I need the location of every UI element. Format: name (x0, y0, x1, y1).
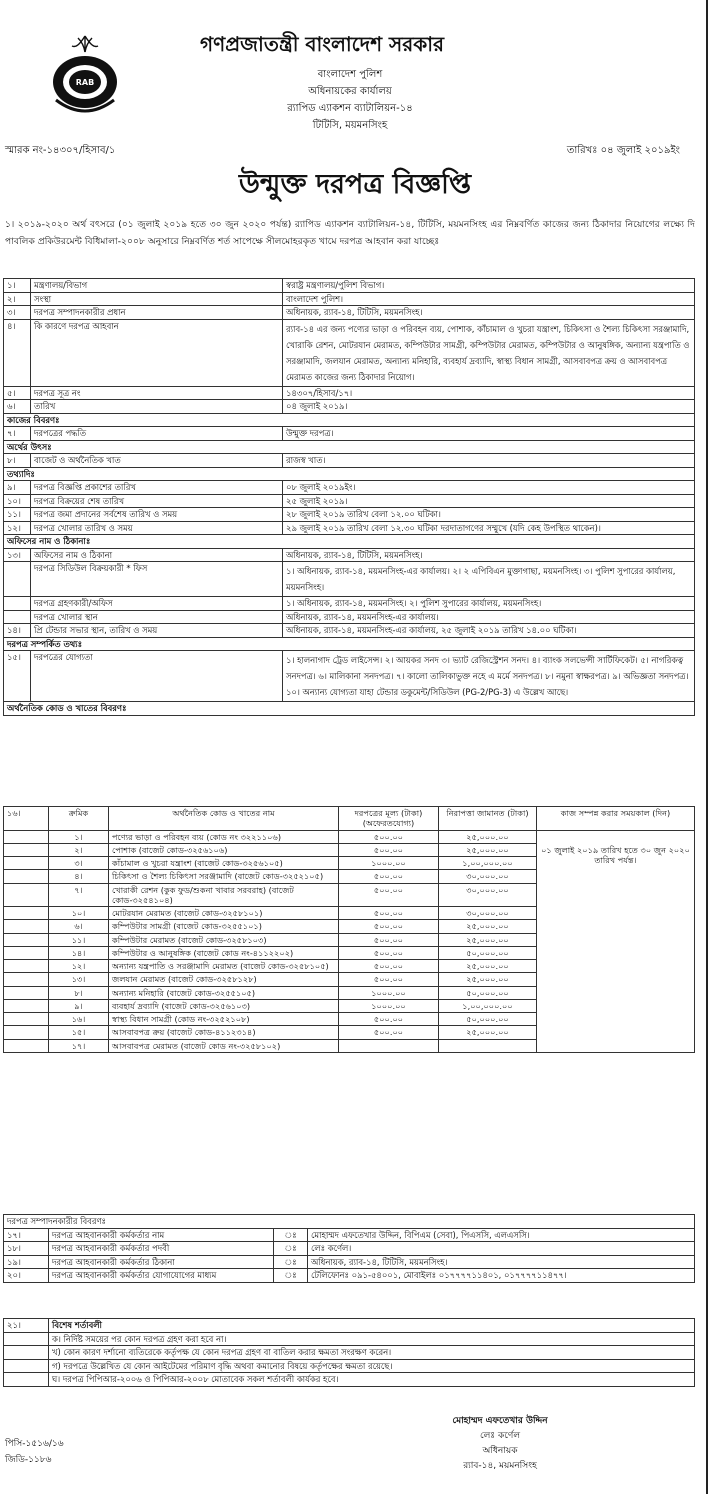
security-amount: ৩০,০০০.০০ (439, 907, 537, 920)
tender-price: ৫০০.০০ (339, 946, 439, 959)
row-value: টেলিফোনঃ ০৯১-৫৪০০১, মোবাইলঃ ০১৭৭৭৭১১৪০১, ০১৭৭৭৭১১৪৭৭। (308, 1269, 695, 1283)
codes-header-row (4, 807, 695, 831)
section-heading-row (4, 702, 695, 716)
code-name: আসবাবপত্র ক্রয় (বাজেট কোড-৪১১২৩১৪) (109, 1026, 339, 1039)
serial-number: ১৩। (49, 973, 109, 986)
memo-number: স্মারক নং-১৪৩০৭/হিসাব/১ (5, 145, 116, 156)
column-header: নিরাপত্তা জামানত (টাকা) (439, 807, 537, 831)
code-name: আসবাবপত্র মেরামত (বাজেট কোড নং-৩২৫৮১০২) (109, 1039, 339, 1052)
row-value: র‍্যাব-১৪ এর জন্য পণ্যের ভাড়া ও পরিবহন ব্যয়, পোশাক, কাঁচামাল ও খুচরা যন্ত্রাংশ, চিকিৎসা ও শৈল্য চিকিৎসা সরঞ্জামাদি, খোরাকি রেশন, মোটরযান মেরামত, কম্পিউটার সামগ্রী, কম্পিউটার মেরামত, কম্পিউটার ও আনুষঙ্গিক, অন্যান্য যন্ত্রপাতি ও সরঞ্জামাদি, জলযান মেরামত, অন্যান্য মনিহারি, ব্যবহার্য দ্রব্যাদি, স্বাস্থ্য বিধান সামগ্রী, আসবাবপত্র ক্রয় ও আসবাবপত্র মেরামত কাজের জন্য ঠিকাদার নিয়োগ। (283, 319, 695, 386)
row-label: দরপত্রের যোগ্যতা (31, 651, 283, 702)
tender-price: ৫০০.০০ (339, 1026, 439, 1039)
empty-cell (4, 1026, 49, 1039)
row-value: ২৫ জুলাই ২০১৯। (283, 494, 695, 508)
row-number: ৪। (4, 319, 31, 386)
table-row (4, 521, 695, 535)
row-label: দরপত্র সিডিউল বিক্রয়কারী * ফিস (31, 562, 283, 597)
serial-number: ১। (49, 830, 109, 843)
row-number: ৮। (4, 454, 31, 468)
row-label: দরপত্র আহবানকারী কর্মকর্তার ঠিকানা (49, 1255, 274, 1269)
rab-logo-icon (42, 30, 128, 116)
row-label: তারিখ (31, 400, 283, 414)
row-number: ১৩। (4, 548, 31, 562)
org-line: র‍্যাপিড এ্যাকশন ব্যাটালিয়ন-১৪ (287, 103, 413, 114)
memo-date: তারিখঃ ০৪ জুলাই ২০১৯ইং (566, 145, 680, 156)
table-row (4, 624, 695, 638)
row-label: দরপত্র আহবানকারী কর্মকর্তার নাম (49, 1228, 274, 1242)
condition-item: ঘ। দরপত্র পিপিআর-২০০৬ ও পিপিআর-২০০৮ মোতাবেক সকল শর্তাবলী কার্যকর হবে। (49, 1373, 695, 1387)
table-row (4, 319, 695, 386)
signatory-post: অধিনায়ক (482, 1446, 518, 1456)
row-number: ১। (4, 279, 31, 293)
section-heading-row (4, 440, 695, 454)
row-value: ০৮ জুলাই ২০১৯ইং। (283, 481, 695, 495)
code-name: স্বাস্থ্য বিধান সামগ্রী (কোড নং-৩২৫২১০৮) (109, 1013, 339, 1026)
row-number: ১৬। (4, 807, 49, 831)
table-row (4, 1346, 695, 1360)
security-amount: ৫০,০০০.০০ (439, 986, 537, 999)
row-number: ১৪। (4, 624, 31, 638)
notice-title: উন্মুক্ত দরপত্র বিজ্ঞপ্তি (238, 169, 472, 200)
row-value: অধিনায়ক, র‍্যাব-১৪, ময়মনসিংহ-এর কার্যালয়। (283, 610, 695, 624)
section-heading: অর্থের উৎসঃ (4, 440, 695, 454)
intro-paragraph: ১। ২০১৯-২০২০ অর্থ বৎসরে (০১ জুলাই ২০১৯ হতে ৩০ জুন ২০২০ পর্যন্ত) র‍্যাপিড এ্যাকশন ব্যাটালিয়ন-১৪, টিটিসি, ময়মনসিংহ এর নিম্নবর্ণিত কাজের জন্য ঠিকাদার নিয়োগের লক্ষ্যে দি পাবলিক প্রকিউরমেন্ট বিধিমালা-২০০৮ অনুসারে নিম্নবর্ণিত শর্ত সাপেক্ষে সীলমোহরকৃত খামে দরপত্র আহবান করা যাচ্ছেঃ (5, 219, 695, 247)
table-row (4, 508, 695, 522)
serial-number: ২। (49, 843, 109, 856)
special-conditions-title: বিশেষ শর্তাবলী (49, 1319, 695, 1333)
table-row (4, 651, 695, 702)
reference-code: জিডি-১১৮৬ (5, 1455, 52, 1465)
row-label: মন্ত্রণালয়/বিভাগ (31, 279, 283, 293)
empty-cell (4, 843, 49, 856)
code-name: অন্যান্য মনিহারি (বাজেট কোড-৩২৫৫১০৫) (109, 986, 339, 999)
row-number: ৭। (4, 427, 31, 441)
row-value: অধিনায়ক, র‍্যাব-১৪, ময়মনসিংহ-এর কার্যালয়, ২৫ জুলাই ২০১৯ তারিখ ১৪.০০ ঘটিকা। (283, 624, 695, 638)
row-number: ২০। (4, 1269, 49, 1283)
security-amount: ৩০,০০০.০০ (439, 883, 537, 907)
right-border-line (706, 0, 708, 1494)
table-row (4, 1373, 695, 1387)
row-label: প্রি টেন্ডার সভার স্থান, তারিখ ও সময় (31, 624, 283, 638)
colon-separator: ঃ (274, 1228, 308, 1242)
code-name: পণ্যের ভাড়া ও পরিবহন ব্যয় (কোড নং ৩২২১১০৬) (109, 830, 339, 843)
security-amount: ২৫,০০০.০০ (439, 1026, 537, 1039)
security-amount: ২৫,০০০.০০ (439, 973, 537, 986)
table-row (4, 1332, 695, 1346)
table-row (4, 306, 695, 320)
tender-price: ১০০০.০০ (339, 999, 439, 1012)
row-label: বাজেট ও অর্থনৈতিক খাত (31, 454, 283, 468)
section-heading: অফিসের নাম ও ঠিকানাঃ (4, 535, 695, 549)
serial-number: ৩। (49, 857, 109, 870)
row-number: ২। (4, 292, 31, 306)
tender-price: ৫০০.০০ (339, 843, 439, 856)
reference-code: পিসি-১৫১৬/১৬ (5, 1439, 64, 1449)
section-heading-row (4, 413, 695, 427)
row-value: ১। হালনাগাদ ট্রেড লাইসেন্স। ২। আয়কর সনদ ৩। ভ্যাট রেজিস্ট্রেশন সনদ। ৪। ব্যাংক সলভেন্সী সার্টিফিকেট। ৫। নাগরিকত্ব সনদপত্র। ৬। মালিকানা সনদপত্র। ৭। কালো তালিকাভুক্ত নহে এ মর্মে সনদপত্র। ৮। নমুনা স্বাক্ষরপত্র। ৯। অভিজ্ঞতা সনদপত্র। ১০। অন্যান্য যোগ্যতা যাহা টেন্ডার ডকুমেন্ট/সিডিউল (PG-2/PG-3) এ উল্লেখ আছে। (283, 651, 695, 702)
row-label: সংস্থা (31, 292, 283, 306)
row-value: রাজস্ব খাত। (283, 454, 695, 468)
condition-item: গ) দরপত্রে উল্লেখিত যে কোন আইটেমের পরিমাণ বৃদ্ধি অথবা কমানোর বিষয়ে কর্তৃপক্ষের ক্ষমতা রয়েছে। (49, 1359, 695, 1373)
row-number: ৩। (4, 306, 31, 320)
table-row (4, 454, 695, 468)
section-heading-row (4, 535, 695, 549)
row-label: দরপত্র বিক্রয়ের শেষ তারিখ (31, 494, 283, 508)
signatory-unit: র‍্যাব-১৪, ময়মনসিংহ (463, 1461, 537, 1471)
empty-cell (4, 933, 49, 946)
row-value: অধিনায়ক, র‍্যাব-১৪, টিটিসি, ময়মনসিংহ। (283, 548, 695, 562)
row-value: ১। অধিনায়ক, র‍্যাব-১৪, ময়মনসিংহ। ২। পুলিশ সুপারের কার্যালয়, ময়মনসিংহ। (283, 597, 695, 611)
section-heading-row (4, 1215, 695, 1229)
column-header: অর্থনৈতিক কোড ও খাতের নাম (109, 807, 339, 831)
table-row (4, 494, 695, 508)
section-heading: দরপত্র সম্পাদনকারীর বিবরণঃ (4, 1215, 695, 1229)
security-amount: ১,০০,০০০.০০ (439, 999, 537, 1012)
table-row (4, 1319, 695, 1333)
empty-cell (4, 870, 49, 883)
serial-number: ১৭। (49, 1039, 109, 1052)
empty-cell (4, 920, 49, 933)
row-number: ৬। (4, 400, 31, 414)
row-value: ১। অধিনায়ক, র‍্যাব-১৪, ময়মনসিংহ-এর কার্যালয়। ২। ২ এপিবিএন মুক্তাগাছা, ময়মনসিংহ। ৩। পুলিশ সুপারের কার্যালয়, ময়মনসিংহ। (283, 562, 695, 597)
tender-price: ৫০০.০০ (339, 907, 439, 920)
empty-cell (4, 986, 49, 999)
colon-separator: ঃ (274, 1242, 308, 1256)
column-header: দরপত্রের মূল্য (টাকা) (অফেরতযোগ্য) (339, 807, 439, 831)
row-value: ১৪৩০৭/হিসাব/১৭। (283, 386, 695, 400)
notice-header (0, 0, 700, 180)
special-conditions-table (3, 1318, 695, 1387)
colon-separator: ঃ (274, 1269, 308, 1283)
row-value: অধিনায়ক, র‍্যাব-১৪, টিটিসি, ময়মনসিংহ। (283, 306, 695, 320)
security-amount: ২৫,০০০.০০ (439, 960, 537, 973)
row-label: দরপত্র আহবানকারী কর্মকর্তার পদবী (49, 1242, 274, 1256)
tender-price: ১০০০.০০ (339, 857, 439, 870)
code-name: অন্যান্য যন্ত্রপাতি ও সরঞ্জামাদি মেরামত (বাজেট কোড-৩২৫৮১০৫) (109, 960, 339, 973)
serial-number: ৭। (49, 883, 109, 907)
condition-item: ক। নির্দিষ্ট সময়ের পর কোন দরপত্র গ্রহণ করা হবে না। (49, 1332, 695, 1346)
empty-cell (4, 999, 49, 1012)
serial-number: ১০। (49, 907, 109, 920)
government-title: গণপ্রজাতন্ত্রী বাংলাদেশ সরকার (200, 32, 444, 56)
security-amount: ৫০,০০০.০০ (439, 946, 537, 959)
section-heading: তথ্যাদিঃ (4, 467, 695, 481)
table-row (4, 1255, 695, 1269)
row-label: দরপত্রের পদ্ধতি (31, 427, 283, 441)
security-amount: ১,০০,০০০.০০ (439, 857, 537, 870)
serial-number: ৮। (49, 986, 109, 999)
code-name: কম্পিউটার ও আনুষঙ্গিক (বাজেট কোড নং-৪১১২২০২) (109, 946, 339, 959)
row-value: ২৯ জুলাই ২০১৯ তারিখ বেলা ১২.৩০ ঘটিকা দরদাতাগণের সম্মুখে (যদি কেহ উপস্থিত থাকেন)। (283, 521, 695, 535)
empty-cell (4, 946, 49, 959)
footer-reference-codes (5, 1436, 64, 1468)
table-row (4, 427, 695, 441)
code-name: চিকিৎসা ও শৈল্য চিকিৎসা সরঞ্জামাদি (বাজেট কোড-৩২৫২১০৫) (109, 870, 339, 883)
table-row (4, 400, 695, 414)
tender-price: ৫০০.০০ (339, 920, 439, 933)
section-heading-row (4, 467, 695, 481)
security-amount (439, 1039, 537, 1052)
tender-price: ৫০০.০০ (339, 1013, 439, 1026)
serial-number: ৪। (49, 870, 109, 883)
row-number: ৯। (4, 481, 31, 495)
row-number: ১৫। (4, 651, 31, 702)
row-label: দরপত্র গ্রহণকারী/অফিস (31, 597, 283, 611)
row-label: কি কারণে দরপত্র আহবান (31, 319, 283, 386)
tender-price: ৫০০.০০ (339, 933, 439, 946)
tender-price: ৫০০.০০ (339, 883, 439, 907)
row-value: ০৪ জুলাই ২০১৯। (283, 400, 695, 414)
row-label: দরপত্র বিজ্ঞপ্তি প্রকাশের তারিখ (31, 481, 283, 495)
security-amount: ২৫,০০০.০০ (439, 830, 537, 843)
row-value: বাংলাদেশ পুলিশ। (283, 292, 695, 306)
security-amount: ২৫,০০০.০০ (439, 920, 537, 933)
row-value: লেঃ কর্ণেল। (308, 1242, 695, 1256)
table-row (4, 562, 695, 597)
colon-separator: ঃ (274, 1255, 308, 1269)
signature-block (410, 1414, 590, 1474)
table-row (4, 597, 695, 611)
row-value: স্বরাষ্ট্র মন্ত্রণালয়/পুলিশ বিভাগ। (283, 279, 695, 293)
empty-cell (4, 1346, 49, 1360)
row-value: উন্মুক্ত দরপত্র। (283, 427, 695, 441)
table-row (4, 481, 695, 495)
row-number: ১৯। (4, 1255, 49, 1269)
row-number (4, 562, 31, 597)
empty-cell (4, 973, 49, 986)
empty-cell (4, 883, 49, 907)
row-value: অধিনায়ক, র‍্যাব-১৪, টিটিসি, ময়মনসিংহ। (308, 1255, 695, 1269)
security-amount: ২৫,০০০.০০ (439, 843, 537, 856)
table-row (4, 1228, 695, 1242)
empty-cell (4, 1039, 49, 1052)
table-row (4, 1359, 695, 1373)
row-number: ১১। (4, 508, 31, 522)
serial-number: ১৪। (49, 946, 109, 959)
row-value: মোহাম্মদ এফতেখার উদ্দিন, বিপিএম (সেবা), পিএসসি, এলএসসি। (308, 1228, 695, 1242)
serial-number: ১১। (49, 933, 109, 946)
row-label: দরপত্র জমা প্রদানের সর্বশেষ তারিখ ও সময় (31, 508, 283, 522)
row-number (4, 597, 31, 611)
serial-number: ১২। (49, 960, 109, 973)
tender-price: ৫০০.০০ (339, 830, 439, 843)
empty-cell (4, 1359, 49, 1373)
column-header: কাজ সম্পন্ন করার সময়কাল (দিন) (537, 807, 695, 831)
tender-price: ৫০০.০০ (339, 960, 439, 973)
code-name: খোরাকী রেশন (কুক ফুড/শুকনা খাবার সরবরাহ) (বাজেট কোড-৩২৫৪১০৪) (109, 883, 339, 907)
code-name: কম্পিউটার সামগ্রী (বাজেট কোড-৩২৫৫১০১) (109, 920, 339, 933)
row-number: ১০। (4, 494, 31, 508)
code-name: মোটরযান মেরামত (বাজেট কোড-৩২৫৮১০১) (109, 907, 339, 920)
org-line: টিটিসি, ময়মনসিংহ (312, 120, 388, 131)
code-name: কাঁচামাল ও খুচরা যন্ত্রাংশ (বাজেট কোড-৩২৫৬১০৫) (109, 857, 339, 870)
empty-cell (4, 1373, 49, 1387)
row-number: ১৭। (4, 1228, 49, 1242)
empty-cell (4, 907, 49, 920)
column-header: ক্রমিক (49, 807, 109, 831)
serial-number: ১৬। (49, 1013, 109, 1026)
code-name: পোশাক (বাজেট কোড-৩২৫৬১০৬) (109, 843, 339, 856)
empty-cell (4, 960, 49, 973)
tender-price: ১০০০.০০ (339, 986, 439, 999)
signatory-name: মোহাম্মদ এফতেখার উদ্দিন (452, 1416, 548, 1426)
signatory-rank: লেঃ কর্ণেল (479, 1431, 521, 1441)
serial-number: ১৫। (49, 1026, 109, 1039)
row-label: দরপত্র খোলার স্থান (31, 610, 283, 624)
row-label: দরপত্র সূত্র নং (31, 386, 283, 400)
empty-cell (4, 830, 49, 843)
section-heading: কাজের বিবরণঃ (4, 413, 695, 427)
condition-item: খ) কোন কারণ দর্শানো ব্যতিরেকে কর্তৃপক্ষ যে কোন দরপত্র গ্রহণ বা বাতিল করার ক্ষমতা সংরক্ষণ করেন। (49, 1346, 695, 1360)
table-row (4, 610, 695, 624)
row-number: ২১। (4, 1319, 49, 1333)
tender-price: ৫০০.০০ (339, 973, 439, 986)
table-row (4, 1269, 695, 1283)
code-name: জলযান মেরামত (বাজেট কোড-৩২৫৮১২৮) (109, 973, 339, 986)
row-label: অফিসের নাম ও ঠিকানা (31, 548, 283, 562)
completion-period: ০১ জুলাই ২০১৯ তারিখ হতে ৩০ জুন ২০২০ তারিখ পর্যন্ত। (537, 830, 695, 1052)
empty-cell (4, 1332, 49, 1346)
code-name: কম্পিউটার মেরামত (বাজেট কোড-৩২৫৮১০৩) (109, 933, 339, 946)
tender-details-table (3, 278, 695, 716)
tender-price: ৫০০.০০ (339, 870, 439, 883)
section-heading: দরপত্র সম্পর্কিত তথ্যঃ (4, 637, 695, 651)
empty-cell (4, 857, 49, 870)
row-number: ১৮। (4, 1242, 49, 1256)
economic-codes-table (3, 806, 695, 1053)
section-heading-row (4, 637, 695, 651)
table-row (4, 279, 695, 293)
row-number (4, 610, 31, 624)
officer-details-table (3, 1214, 695, 1283)
row-number: ১২। (4, 521, 31, 535)
row-label: দরপত্র সম্পাদনকারীর প্রধান (31, 306, 283, 320)
table-row (4, 1242, 695, 1256)
svg-text:RAB: RAB (75, 78, 95, 87)
table-row (4, 830, 695, 843)
row-label: দরপত্র খোলার তারিখ ও সময় (31, 521, 283, 535)
table-row (4, 386, 695, 400)
organization-address (200, 66, 500, 134)
empty-cell (4, 1013, 49, 1026)
row-number: ৫। (4, 386, 31, 400)
table-row (4, 548, 695, 562)
serial-number: ৯। (49, 999, 109, 1012)
section-heading: অর্থনৈতিক কোড ও খাতের বিবরণঃ (4, 702, 695, 716)
security-amount: ৩০,০০০.০০ (439, 870, 537, 883)
table-row (4, 292, 695, 306)
serial-number: ৬। (49, 920, 109, 933)
org-line: অধিনায়কের কার্যালয় (308, 86, 392, 97)
security-amount: ২৫,০০০.০০ (439, 933, 537, 946)
code-name: ব্যবহার্য দ্রব্যাদি (বাজেট কোড-৩২৫৬১০৩) (109, 999, 339, 1012)
org-line: বাংলাদেশ পুলিশ (317, 69, 383, 80)
security-amount: ৫০,০০০.০০ (439, 1013, 537, 1026)
tender-price (339, 1039, 439, 1052)
row-label: দরপত্র আহবানকারী কর্মকর্তার যোগাযোগের মাধ্যম (49, 1269, 274, 1283)
row-value: ২৮ জুলাই ২০১৯ তারিখ বেলা ১২.০০ ঘটিকা। (283, 508, 695, 522)
